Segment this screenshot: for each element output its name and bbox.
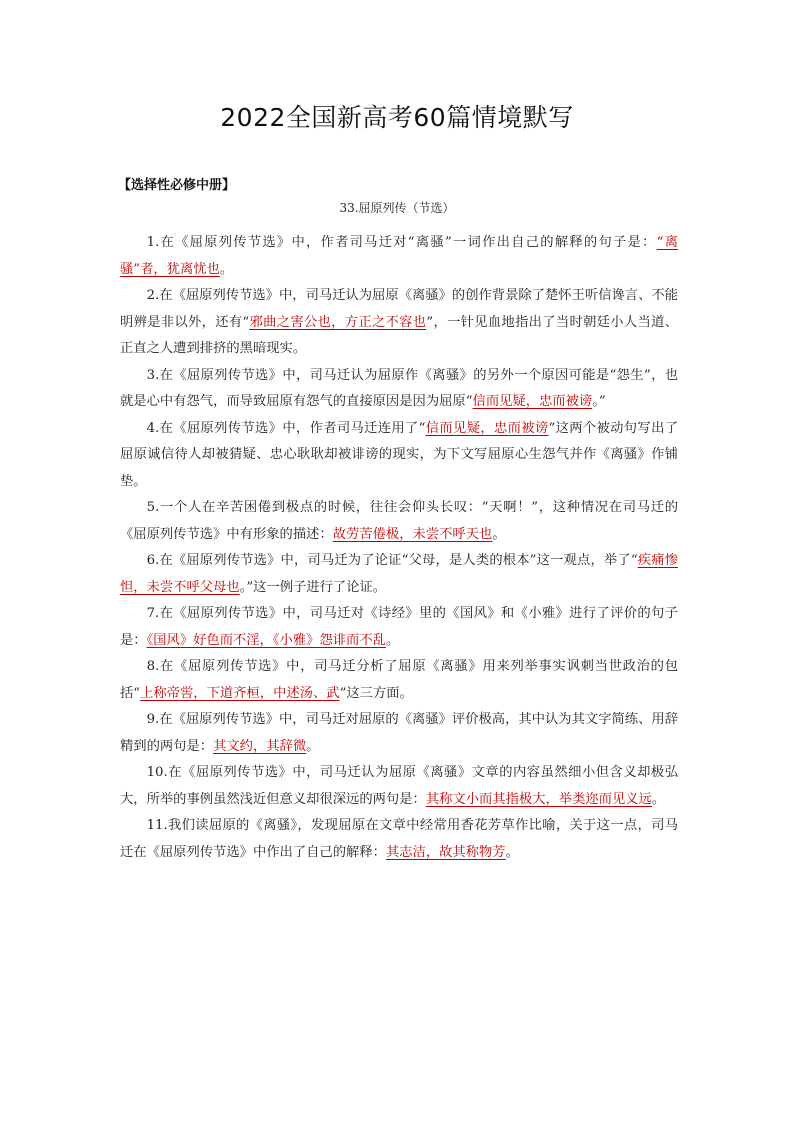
question-prompt: 10.在《屈原列传节选》中，司马迁认为屈原《离骚》文章的内容虽然细小但含义却极弘大，所举的事例虽然浅近但意义却很深远的两句是： [120, 765, 678, 807]
question-item [120, 363, 678, 416]
section-label: 【选择性必修中册】 [118, 178, 236, 193]
question-prompt: 4.在《屈原列传节选》中，作者司马迁连用了“ [146, 420, 426, 436]
question-prompt: 9.在《屈原列传节选》中，司马迁对屈原的《离骚》评价极高，其中认为其文字简练、用辞精到的两句是： [120, 712, 678, 754]
question-tail: ”，一针见血地指出了当时朝廷小人当道、正直之人遭到排挤的黑暗现实。 [120, 314, 678, 356]
question-prompt: 11.我们读屈原的《离骚》，发现屈原在文章中经常用香花芳草作比喻，关于这一点，司马迁在《屈原列传节选》中作出了自己的解释： [120, 818, 678, 860]
question-item [120, 283, 678, 363]
question-item [120, 230, 678, 283]
question-list [120, 230, 678, 866]
question-tail: 。 [505, 844, 519, 860]
question-prompt: 2.在《屈原列传节选》中，司马迁认为屈原《离骚》的创作背景除了楚怀王听信谗言、不能明辨是非以外，还有“ [120, 288, 678, 330]
answer-text: 信而见疑，忠而被谤 [425, 420, 549, 436]
answer-text: “离骚”者，犹离忧也 [120, 235, 679, 277]
answer-text: 上称帝喾，下道齐桓，中述汤、武 [140, 685, 340, 701]
question-item [120, 548, 678, 601]
question-prompt: 3.在《屈原列传节选》中，司马迁认为屈原作《离骚》的另外一个原因可能是“怨生”，也就是心中有怨气，而导致屈原有怨气的直接原因是因为屈原“ [120, 367, 678, 409]
article-title: 33.屈原列传（节选） [339, 201, 455, 215]
question-item [120, 601, 678, 654]
answer-text: 邪曲之害公也，方正之不容也 [249, 314, 427, 330]
answer-text: 其文约，其辞微 [213, 738, 307, 754]
question-tail: 。”这一例子进行了论证。 [239, 579, 387, 595]
answer-text: 信而见疑，忠而被谤 [472, 394, 593, 409]
question-tail: 。 [219, 261, 234, 277]
question-item [120, 813, 678, 866]
question-tail: ”这三方面。 [339, 685, 413, 701]
answer-text: 疾痛惨怛，未尝不呼父母也 [120, 553, 678, 595]
question-tail: 。 [385, 632, 400, 648]
question-tail: ”这两个被动句写出了屈原诚信待人却被猜疑、忠心耿耿却被诽谤的现实，为下文写屈原心生怨气并作《离骚》作铺垫。 [120, 420, 678, 489]
question-prompt: 7.在《屈原列传节选》中，司马迁对《诗经》里的《国风》和《小雅》进行了评价的句子是： [120, 606, 678, 648]
question-item [120, 707, 678, 760]
answer-text: 《国风》好色而不淫，《小雅》怨诽而不乱 [146, 632, 386, 648]
answer-text: 其称文小而其指极大，举类迩而见义远 [425, 791, 652, 807]
question-tail: 。 [306, 738, 320, 754]
answer-text: 其志洁，故其称物芳 [385, 844, 506, 860]
question-item [120, 654, 678, 707]
question-prompt: 8.在《屈原列传节选》中，司马迁分析了屈原《离骚》用来列举事实讽刺当世政治的包括“ [120, 659, 678, 701]
question-tail: 。 [651, 791, 666, 807]
question-prompt: 1.在《屈原列传节选》中，作者司马迁对“离骚”一词作出自己的解释的句子是： [146, 235, 657, 250]
question-prompt: 6.在《屈原列传节选》中，司马迁为了论证“父母，是人类的根本”这一观点，举了“ [146, 553, 638, 568]
question-prompt: 5.一个人在辛苦困倦到极点的时候，往往会仰头长叹：“天啊！”，这种情况在司马迁的《屈原列传节选》中有形象的描述： [120, 500, 678, 542]
question-tail: 。” [592, 394, 606, 409]
question-item [120, 760, 678, 813]
answer-text: 故劳苦倦极，未尝不呼天也 [332, 526, 493, 542]
question-item [120, 495, 678, 548]
page-title: 2022全国新高考60篇情境默写 [220, 103, 574, 132]
question-tail: 。 [492, 526, 506, 542]
question-item [120, 416, 678, 496]
